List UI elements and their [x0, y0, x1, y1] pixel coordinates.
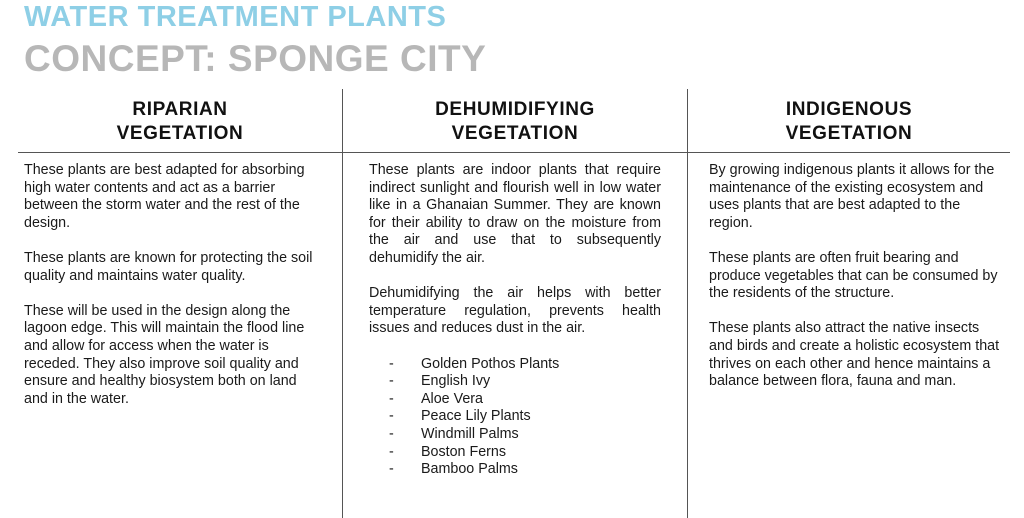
column-divider-left	[342, 89, 343, 518]
dehumidifying-body	[369, 162, 661, 479]
riparian-heading-line1: RIPARIAN	[132, 99, 228, 120]
plant-list	[369, 356, 661, 479]
riparian-heading	[18, 98, 342, 146]
riparian-body	[24, 162, 320, 426]
list-item	[389, 461, 661, 479]
page-title: WATER TREATMENT PLANTS	[24, 1, 447, 33]
indigenous-heading-line2: VEGETATION	[785, 123, 913, 144]
plant-name: English Ivy	[421, 373, 491, 390]
list-dash: -	[389, 408, 394, 425]
list-item	[389, 408, 661, 426]
indigenous-heading	[688, 98, 1010, 146]
list-dash: -	[389, 373, 394, 390]
indigenous-paragraph: These plants also attract the native insects and birds and create a holistic ecosystem that thrives on each other and hence maintains a balance between flora, fauna and man.	[709, 320, 1000, 390]
plant-name: Aloe Vera	[421, 390, 483, 407]
list-item	[389, 444, 661, 462]
indigenous-paragraph: By growing indigenous plants it allows for the maintenance of the existing ecosystem and uses plants that are best adapted to the region.	[709, 162, 995, 231]
indigenous-paragraph: These plants are often fruit bearing and produce vegetables that can be consumed by the residents of the structure.	[709, 249, 998, 302]
indigenous-heading-line1: INDIGENOUS	[785, 99, 913, 120]
plant-name: Windmill Palms	[421, 425, 519, 442]
header-divider	[18, 152, 1010, 153]
riparian-paragraph: These will be used in the design along the lagoon edge. This will maintain the flood line and allow for access when the water is receded. They also improve soil quality and ensure and healthy biosystem both on land and in the water.	[24, 302, 305, 407]
riparian-heading-line2: VEGETATION	[116, 123, 244, 144]
list-dash: -	[389, 355, 394, 372]
plant-name: Boston Ferns	[421, 443, 507, 460]
dehumidifying-heading-line2: VEGETATION	[451, 123, 579, 144]
plant-name: Peace Lily Plants	[421, 408, 531, 425]
dehumidifying-heading-line1: DEHUMIDIFYING	[435, 99, 595, 120]
list-dash: -	[389, 390, 394, 407]
dehumidifying-paragraph: These plants are indoor plants that require indirect sunlight and flourish well in low water like in a Ghanaian Summer. They are known for their ability to draw on the moisture from the air and use that to subsequently dehumidify the air.	[369, 162, 661, 266]
dehumidifying-heading	[343, 98, 687, 146]
riparian-paragraph: These plants are best adapted for absorbing high water contents and act as a barrier between the storm water and the rest of the design.	[24, 162, 305, 231]
list-item	[389, 356, 661, 374]
indigenous-body	[709, 162, 1007, 408]
plant-name: Golden Pothos Plants	[421, 355, 560, 372]
list-dash: -	[389, 443, 394, 460]
list-item	[389, 391, 661, 409]
dehumidifying-paragraph: Dehumidifying the air helps with better temperature regulation, prevents health issues and reduces dust in the air.	[369, 285, 661, 337]
list-item	[389, 373, 661, 391]
list-dash: -	[389, 461, 394, 478]
plant-name: Bamboo Palms	[421, 461, 518, 478]
page-subtitle: CONCEPT: SPONGE CITY	[24, 38, 487, 79]
list-item	[389, 426, 661, 444]
column-divider-right	[687, 89, 688, 518]
list-dash: -	[389, 425, 394, 442]
riparian-paragraph: These plants are known for protecting the soil quality and maintains water quality.	[24, 249, 313, 284]
